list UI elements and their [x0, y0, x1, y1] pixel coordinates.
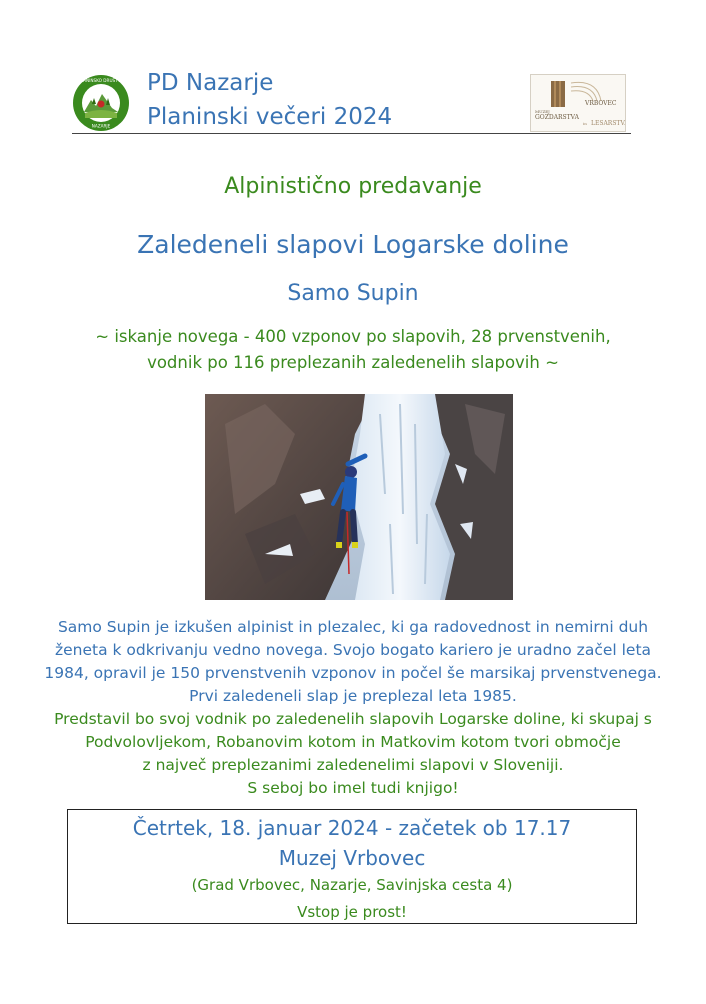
header-title — [147, 66, 392, 134]
tagline — [0, 324, 706, 376]
header-divider — [72, 133, 631, 134]
bio-line: ženeta k odkrivanju vedno novega. Svojo bogato kariero je uradno začel leta — [54, 641, 652, 659]
pd-nazarje-logo — [72, 74, 130, 132]
org-name: PD Nazarje — [147, 70, 274, 96]
svg-text:PLANINSKO DRUŠTVO: PLANINSKO DRUŠTVO — [78, 78, 124, 83]
talk-line: Podvolovljekom, Robanovim kotom in Matkovim kotom tvori območje — [85, 733, 621, 751]
ice-climbing-photo — [205, 394, 513, 600]
bio-line: 1984, opravil je 150 prvenstvenih vzponov in počel še marsikaj prvenstvenega. — [44, 664, 662, 682]
svg-text:LESARSTVA: LESARSTVA — [591, 120, 625, 127]
event-info-box — [67, 809, 637, 924]
svg-text:in: in — [583, 121, 587, 126]
tagline-line: vodnik po 116 preplezanih zaledenelih slapovih ~ — [147, 353, 559, 372]
description — [0, 616, 706, 800]
series-title: Planinski večeri 2024 — [147, 104, 393, 130]
wood-rings-icon — [531, 75, 625, 131]
muzej-vrbovec-logo — [530, 74, 626, 132]
talk-line: z največ preplezanimi zaledenelimi slapovi v Sloveniji. — [142, 756, 564, 774]
svg-text:VRBOVEC: VRBOVEC — [585, 100, 617, 107]
talk-line: Predstavil bo svoj vodnik po zaledenelih slapovih Logarske doline, ki skupaj s — [54, 710, 652, 728]
event-venue: Muzej Vrbovec — [278, 846, 426, 870]
tagline-line: ~ iskanje novega - 400 vzponov po slapovih, 28 prvenstvenih, — [95, 327, 611, 346]
event-entry: Vstop je prost! — [297, 903, 407, 921]
speaker-name: Samo Supin — [287, 281, 419, 306]
event-address: (Grad Vrbovec, Nazarje, Savinjska cesta 4) — [191, 876, 513, 894]
talk-line: S seboj bo imel tudi knjigo! — [247, 779, 459, 797]
bio-line: Samo Supin je izkušen alpinist in plezalec, ki ga radovednost in nemirni duh — [57, 618, 649, 636]
bio-line: Prvi zaledeneli slap je preplezal leta 1985. — [189, 687, 517, 705]
lecture-title: Zaledeneli slapovi Logarske doline — [137, 230, 569, 259]
svg-text:GOZDARSTVA: GOZDARSTVA — [535, 114, 579, 121]
event-date-time: Četrtek, 18. januar 2024 - začetek ob 17.17 — [132, 816, 572, 840]
svg-text:MUZEJ: MUZEJ — [535, 109, 550, 114]
event-kind: Alpinistično predavanje — [224, 174, 482, 199]
svg-text:NAZARJE: NAZARJE — [91, 123, 111, 129]
